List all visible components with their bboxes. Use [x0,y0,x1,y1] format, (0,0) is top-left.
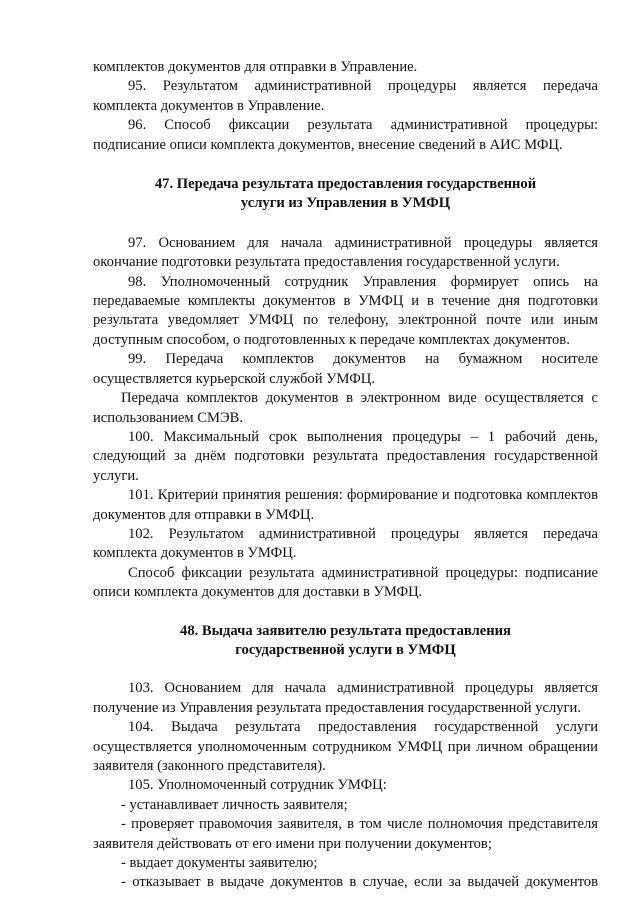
paragraph-96: 96. Способ фиксации результата административной процедуры: подписание описи комплекта документов, внесение сведений в АИС МФЦ. [93,117,598,153]
list-item-identify: - устанавливает личность заявителя; [121,796,348,813]
paragraph-104: 104. Выдача результата предоставления государственной услуги осуществляется уполномоченным сотрудником УМФЦ при личном обращении заявителя (законного представителя). [93,719,598,774]
section-47-heading-line1: 47. Передача результата предоставления государственной [154,176,537,193]
section-47-heading [93,175,598,214]
list-item-issue-documents: - выдает документы заявителю; [121,855,318,872]
paragraph-103: 103. Основанием для начала административной процедуры является получение из Управления результата предоставления государственной услуги. [93,680,598,716]
paragraph-94-continuation: комплектов документов для отправки в Управление. [93,59,418,75]
section-48-heading-line2: государственной услуги в УМФЦ [235,641,456,658]
list-item-refuse-issue: - отказывает в выдаче документов в случае, если за выдачей документов [121,874,598,891]
paragraph-95: 95. Результатом административной процедуры является передача комплекта документов в Управление. [93,78,598,114]
list-item-verify-authority: - проверяет правомочия заявителя, в том числе полномочия представителя заявителя действовать от его имени при получении документов; [93,816,598,852]
paragraph-97: 97. Основанием для начала административной процедуры является окончание подготовки результата предоставления государственной услуги. [93,234,598,271]
paragraph-98: 98. Уполномоченный сотрудник Управления формирует опись на передаваемые комплекты документов в УМФЦ и в течение дня подготовки результата уведомляет УМФЦ по телефону, электронной почте или иным доступным способом, о подготовленных к передаче комплектах документов. [93,273,598,348]
paragraph-102-fixation: Способ фиксации результата административной процедуры: подписание описи комплекта документов для доставки в УМФЦ. [93,564,598,601]
paragraph-105: 105. Уполномоченный сотрудник УМФЦ: [128,777,387,794]
paragraph-99-electronic: Передача комплектов документов в электронном виде осуществляется с использованием СМЭВ. [93,390,598,426]
paragraph-101: 101. Критерии принятия решения: формирование и подготовка комплектов документов для отправки в УМФЦ. [93,487,598,523]
section-47-heading-line2: услуги из Управления в УМФЦ [240,195,451,212]
paragraph-99: 99. Передача комплектов документов на бумажном носителе осуществляется курьерской службой УМФЦ. [93,351,598,387]
section-48-heading-line1: 48. Выдача заявителю результата предоставления [180,622,511,639]
section-48-heading [93,622,598,661]
paragraph-100: 100. Максимальный срок выполнения процедуры – 1 рабочий день, следующий за днём подготовки результата предоставления государственной услуги. [93,428,598,484]
paragraph-102: 102. Результатом административной процедуры является передача комплекта документов в УМФЦ. [93,525,598,562]
